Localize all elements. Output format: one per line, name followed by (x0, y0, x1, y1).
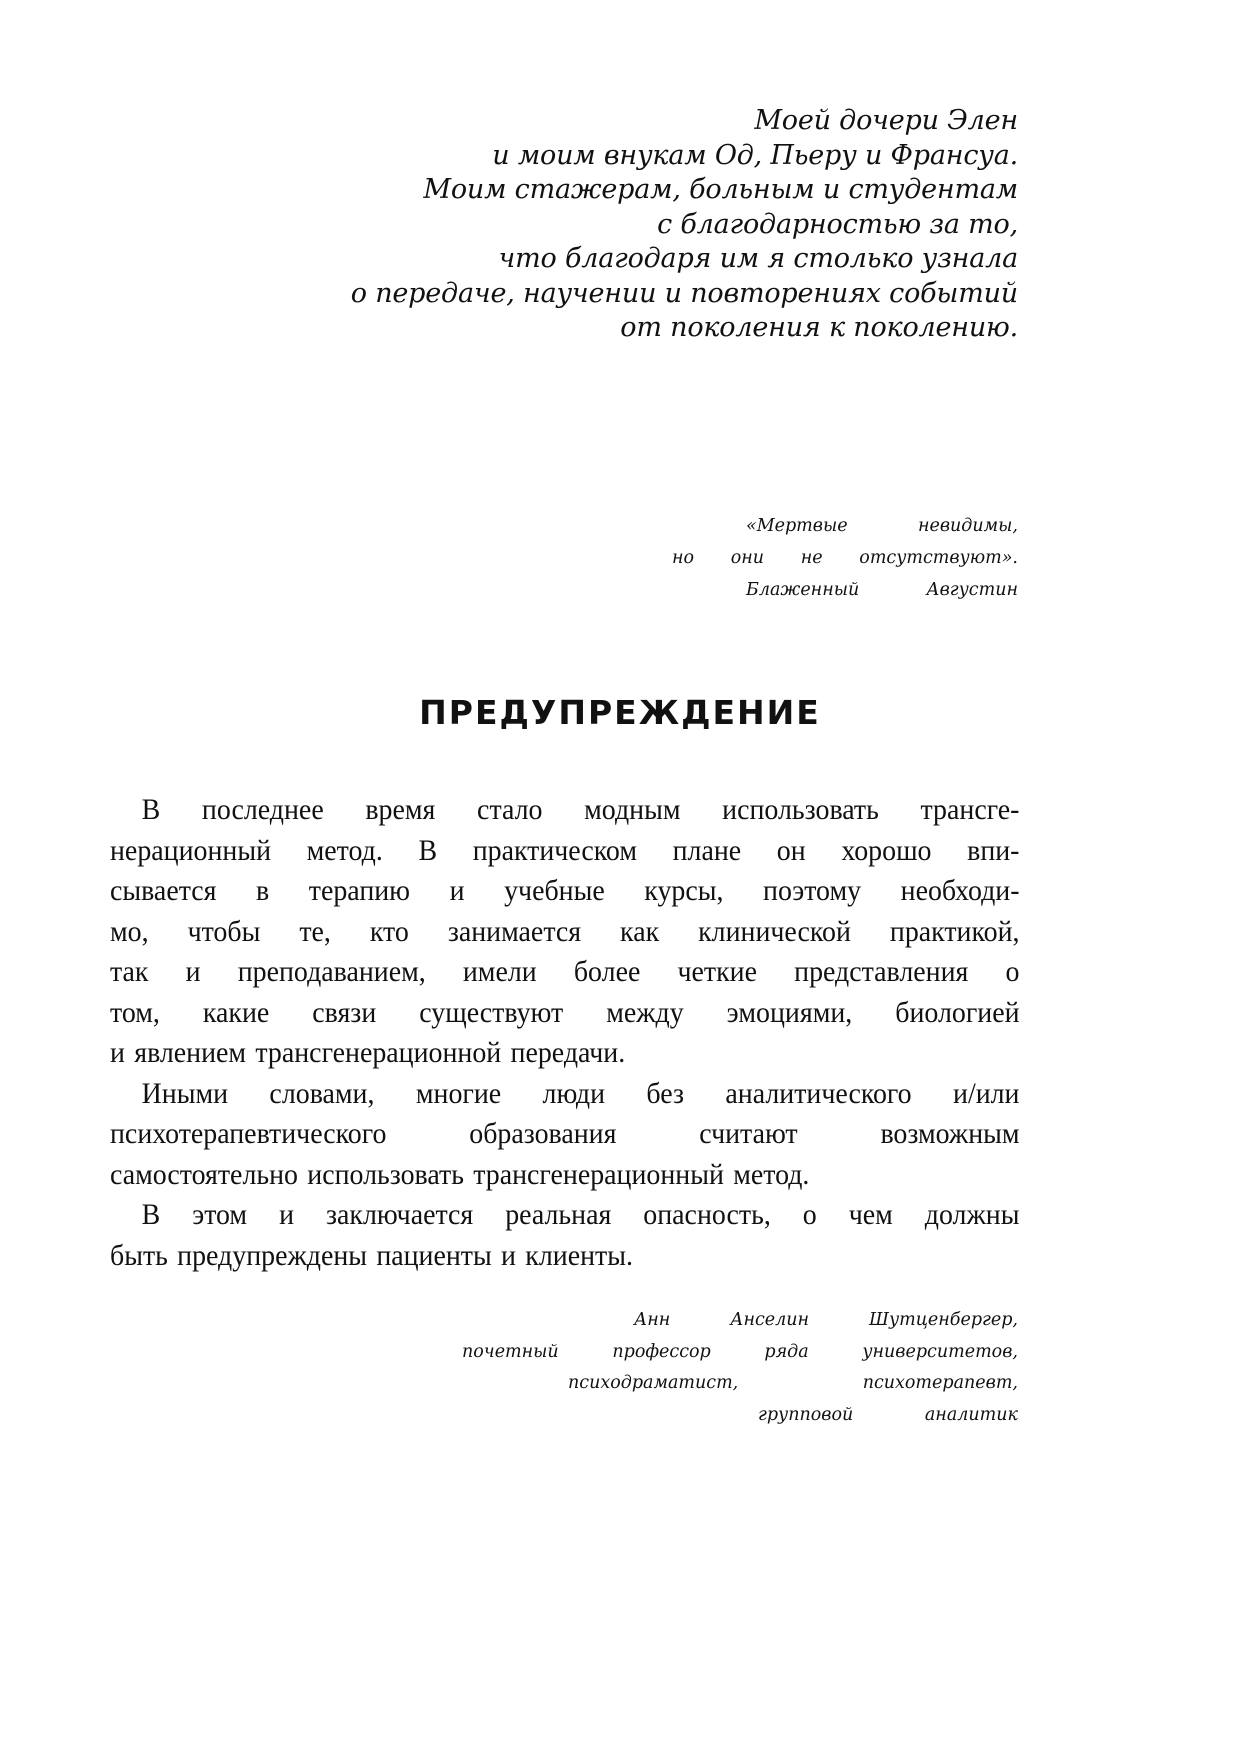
text-line (110, 993, 1020, 1034)
word: и (279, 1198, 295, 1231)
word: и (185, 955, 201, 988)
signature (462, 1305, 1018, 1431)
word: психотерапевтического (110, 1117, 387, 1150)
word: использовать (722, 793, 879, 826)
word: хорошо (841, 833, 932, 867)
dedication (258, 104, 1018, 346)
word: эмоциями, (726, 995, 853, 1029)
word: почетный (462, 1341, 559, 1362)
dedication-line: что благодаря им я столько узнала (498, 243, 1018, 274)
text-line (110, 1195, 1020, 1236)
word: считают (699, 1117, 798, 1150)
word: и (110, 1036, 125, 1069)
word: чтобы (187, 914, 261, 948)
text-line (110, 952, 1020, 993)
word: психодраматист, (568, 1373, 739, 1393)
word: том, (110, 995, 160, 1029)
word: и (501, 1238, 516, 1272)
word: практическом (472, 833, 637, 867)
word: занимается (447, 914, 582, 948)
word: необходи- (900, 874, 1020, 907)
word: ряда (764, 1341, 809, 1362)
dedication-line: от поколения к поколению. (620, 312, 1018, 343)
epigraph-quote-line-1 (746, 510, 1018, 542)
word: сывается (110, 874, 217, 907)
word: они (730, 548, 765, 568)
word: клинической (698, 914, 851, 948)
word: имели (462, 955, 537, 988)
word: Шутценбергер, (868, 1310, 1018, 1330)
word: о (1005, 955, 1020, 988)
dedication-line: Моей дочери Элен (754, 105, 1018, 136)
word: метод. (306, 833, 383, 867)
word: плане (672, 833, 742, 867)
word: Анселин (730, 1310, 810, 1330)
word: те, (299, 914, 331, 948)
word: образования (469, 1117, 617, 1150)
word: В (418, 833, 438, 867)
epigraph-attribution (746, 574, 1018, 606)
word: быть (110, 1238, 168, 1272)
word: последнее (201, 793, 324, 826)
dedication-line: и моим внукам Од, Пьеру и Франсуа. (492, 139, 1018, 171)
word: реальная (505, 1198, 612, 1231)
word: Анн (634, 1310, 671, 1330)
word: не (800, 548, 823, 568)
word: терапию (308, 874, 411, 907)
word: многие (415, 1076, 502, 1110)
word: «Мертвые (746, 516, 848, 536)
word: в (256, 874, 270, 907)
text-line (110, 1033, 1020, 1074)
text-line (110, 1155, 1020, 1196)
text-line (110, 912, 1020, 953)
word: существуют (419, 995, 564, 1029)
word: так (110, 955, 149, 988)
word: невидимы, (917, 516, 1018, 536)
word: этом (192, 1198, 248, 1231)
word: предупреждены (177, 1238, 368, 1272)
text-line (110, 871, 1020, 912)
word: заключается (326, 1198, 474, 1231)
word: использовать (307, 1157, 464, 1191)
word: опасность, (643, 1198, 771, 1231)
word: групповой (758, 1404, 854, 1425)
word: как (620, 914, 660, 948)
word: стало (477, 793, 543, 826)
word: учебные (504, 874, 605, 907)
word: возможным (880, 1117, 1020, 1150)
word: биологией (895, 995, 1020, 1029)
text-line (110, 1236, 1020, 1277)
word: Иными (141, 1076, 229, 1110)
body-text (110, 790, 1020, 1276)
word: клиенты. (525, 1238, 633, 1272)
word: мо, (110, 914, 149, 948)
word: трансгенерационный (473, 1157, 724, 1191)
word: должны (924, 1198, 1020, 1231)
dedication-line: с благодарностью за то, (657, 208, 1018, 240)
signature-title-line (462, 1337, 1018, 1369)
word: связи (312, 995, 377, 1029)
word: метод. (733, 1157, 810, 1191)
text-line (110, 790, 1020, 831)
word: но (672, 548, 695, 568)
text-line (110, 1114, 1020, 1155)
word: передачи. (510, 1036, 626, 1069)
dedication-line: о передаче, научении и повторениях событий (350, 277, 1018, 309)
text-line (110, 831, 1020, 872)
word: явлением (134, 1036, 247, 1069)
word: В (141, 1198, 161, 1231)
word: нерационный (110, 833, 272, 867)
word: между (606, 995, 684, 1029)
word: он (776, 833, 806, 867)
epigraph (672, 510, 1018, 606)
word: модным (584, 793, 681, 826)
dedication-line: Моим стажерам, больным и студентам (423, 174, 1018, 205)
word: трансгенерационной (255, 1036, 502, 1069)
signature-title-line (758, 1400, 1018, 1432)
word: В (141, 793, 161, 826)
signature-title-line (568, 1368, 1018, 1400)
word: университетов, (862, 1341, 1018, 1362)
word: психотерапевт, (862, 1373, 1018, 1393)
word: самостоятельно (110, 1157, 298, 1191)
word: о (802, 1198, 817, 1231)
word: поэтому (763, 874, 862, 907)
text-line (110, 1074, 1020, 1115)
word: без (646, 1076, 685, 1110)
signature-name (634, 1305, 1018, 1337)
word: курсы, (644, 874, 724, 907)
word: более (573, 955, 641, 988)
word: преподаванием, (237, 955, 426, 988)
word: аналитического (725, 1076, 912, 1110)
word: трансге- (920, 793, 1020, 826)
section-heading: ПРЕДУПРЕЖДЕНИЕ (419, 693, 821, 732)
word: люди (542, 1076, 606, 1110)
word: представления (794, 955, 969, 988)
word: практикой, (889, 914, 1020, 948)
word: аналитик (924, 1404, 1018, 1425)
word: время (365, 793, 436, 826)
word: профессор (612, 1341, 711, 1362)
word: пациенты (376, 1238, 492, 1272)
epigraph-quote-line-2 (672, 542, 1018, 574)
word: словами, (269, 1076, 375, 1110)
word: и/или (953, 1076, 1020, 1110)
word: и (449, 874, 465, 907)
word: четкие (677, 955, 757, 988)
word: отсутствуют». (859, 548, 1018, 568)
word: Августин (926, 580, 1018, 600)
word: Блаженный (746, 580, 860, 600)
word: какие (202, 995, 270, 1029)
word: впи- (967, 833, 1020, 867)
word: кто (369, 914, 409, 948)
word: чем (848, 1198, 893, 1231)
